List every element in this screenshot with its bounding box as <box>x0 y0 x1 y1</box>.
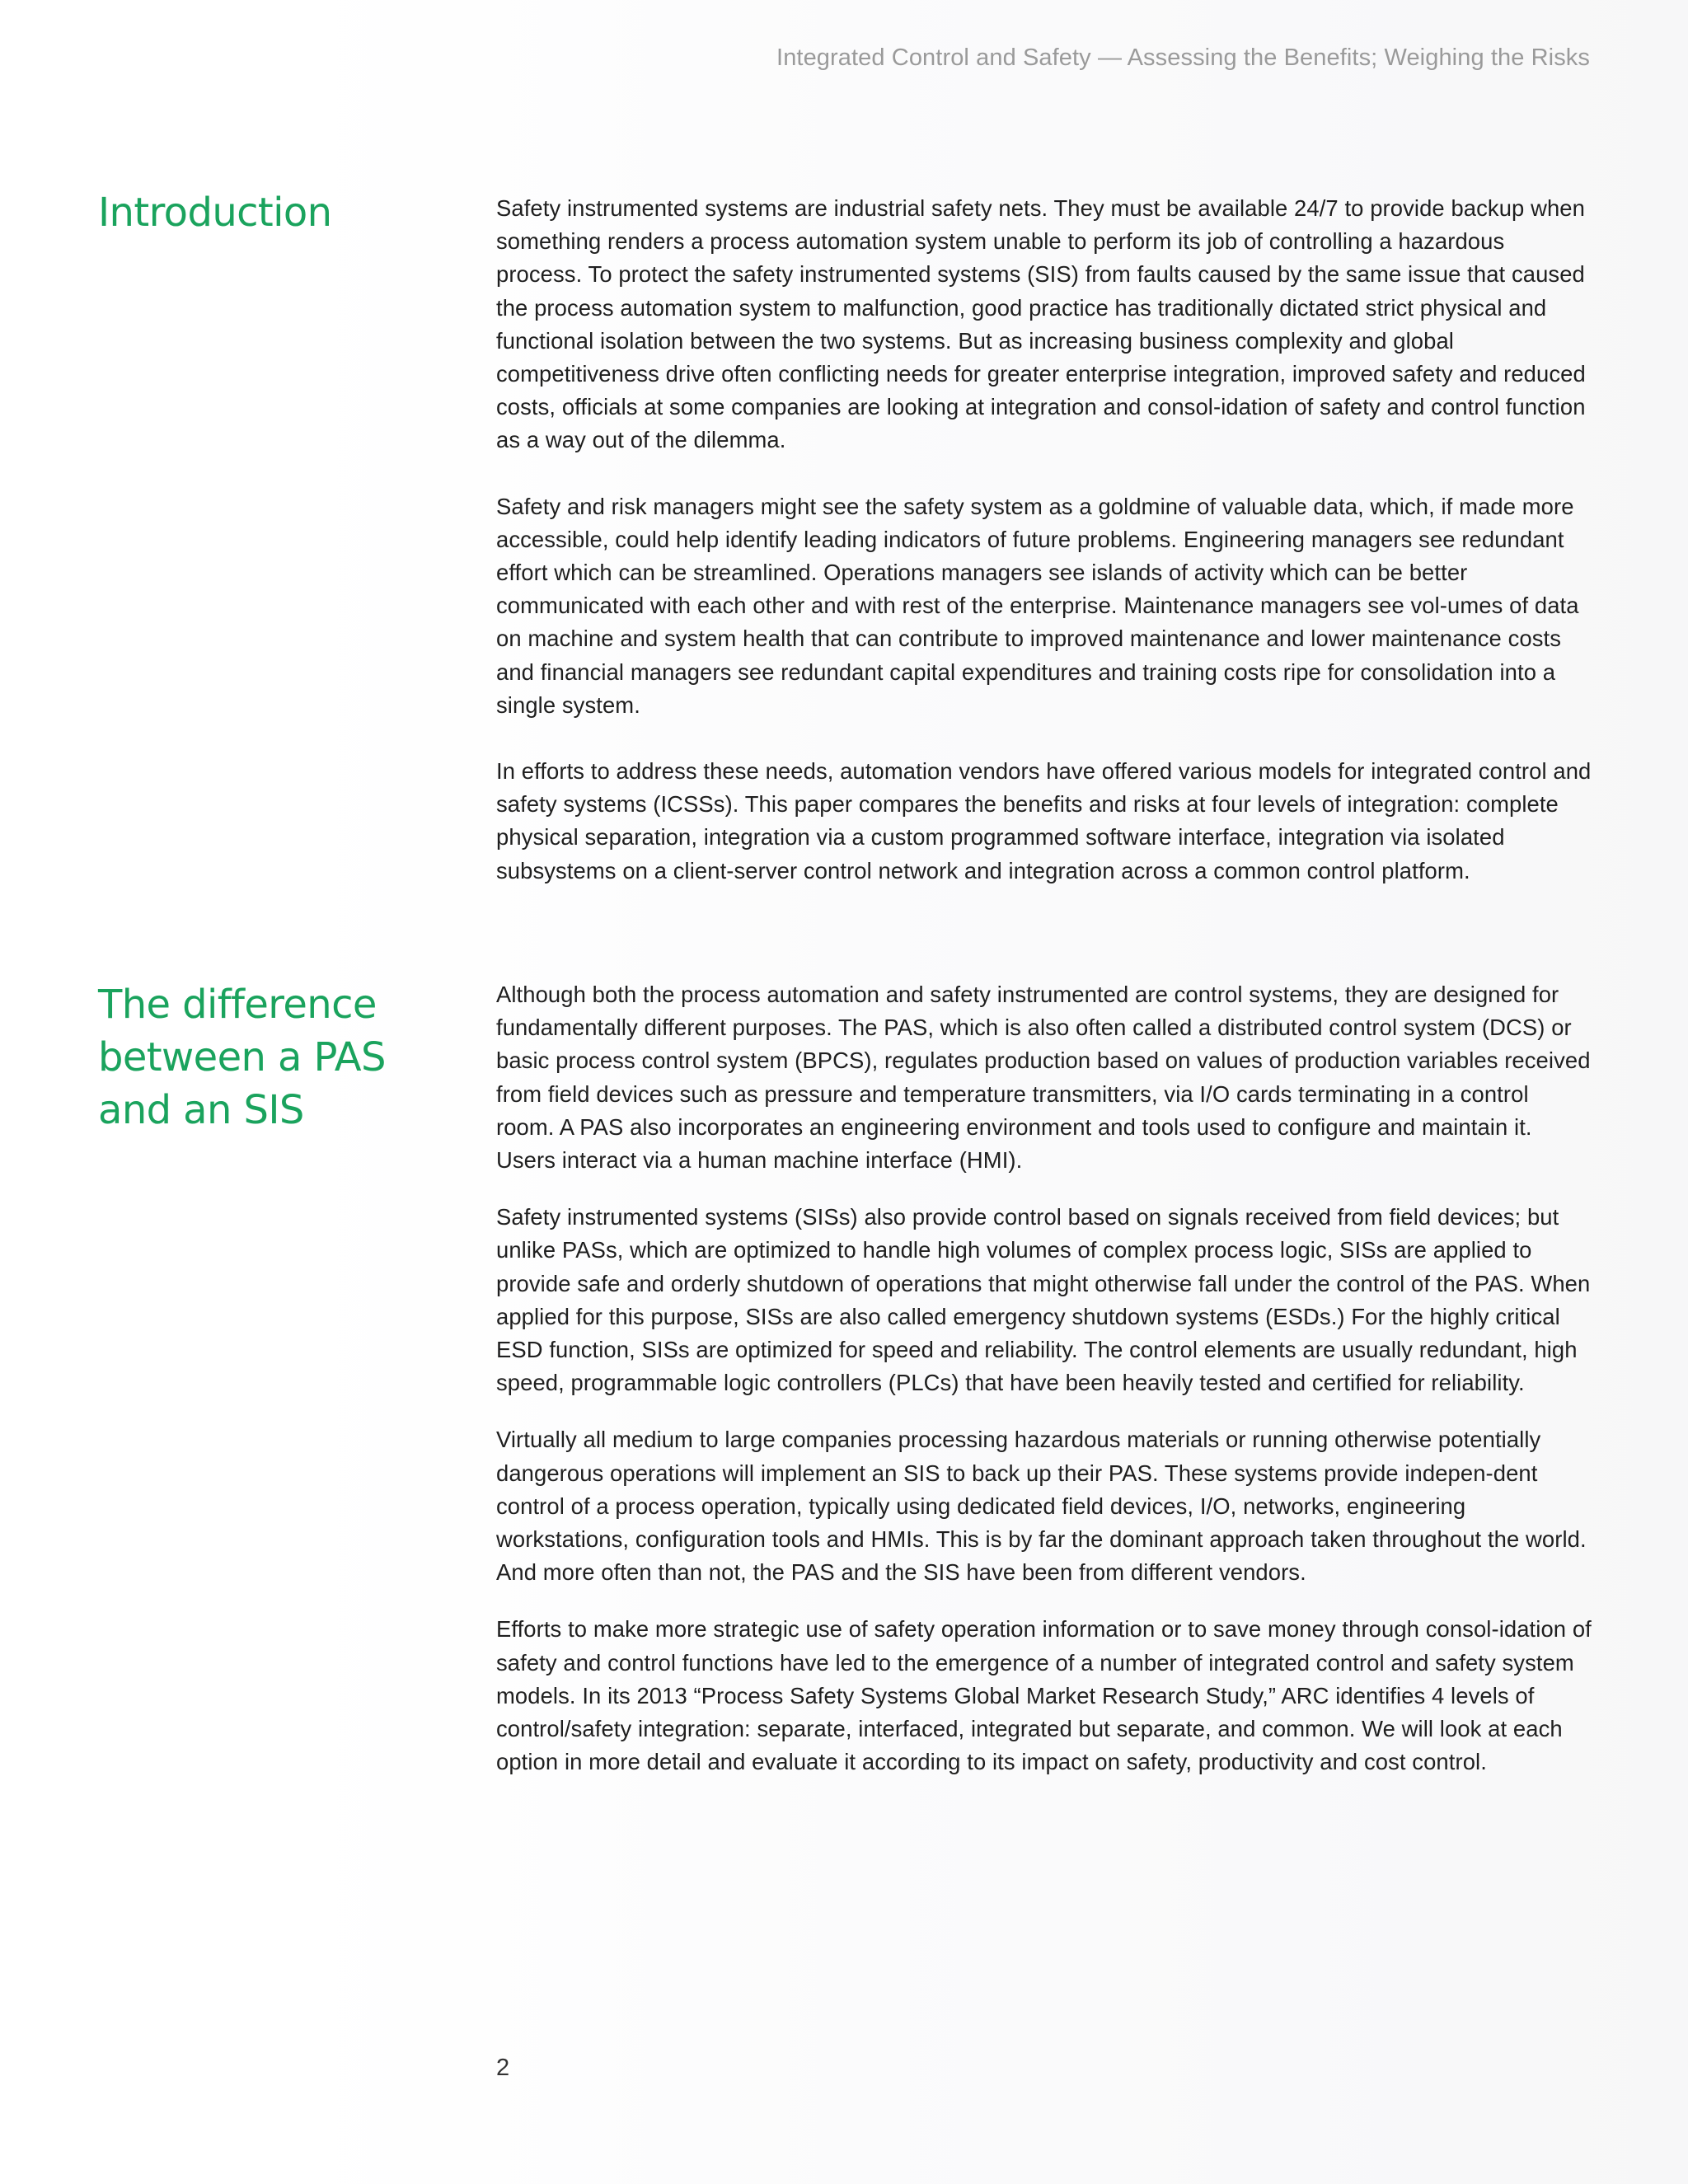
running-header: Integrated Control and Safety — Assessing the Benefits; Weighing the Risks <box>776 45 1590 71</box>
paragraph: Safety and risk managers might see the safety system as a goldmine of valuable data, which, if made more accessible, could help identify leading indicators of future problems. Engineering managers see redundant effort which can be streamlined. Operations managers see islands of activity which can be better communicated with each other and with rest of the enterprise. Maintenance managers see vol-umes of data on machine and system health that can contribute to improved maintenance and lower maintenance costs and financial managers see redundant capital expenditures and training costs ripe for consolidation into a single system. <box>496 493 1579 718</box>
paragraph: Virtually all medium to large companies processing hazardous materials or running otherwise potentially dangerous operations will implement an SIS to back up their PAS. These systems provide indepen-dent control of a process operation, typically using dedicated field devices, I/O, networks, engineering workstations, configuration tools and HMIs. This is by far the dominant approach taken throughout the world. And more often than not, the PAS and the SIS have been from different vendors. <box>496 1427 1587 1586</box>
section-body-introduction <box>496 192 1592 888</box>
paragraph: Safety instrumented systems (SISs) also provide control based on signals received from field devices; but unlike PASs, which are optimized to handle high volumes of complex process logic, SISs are applied to provide safe and orderly shutdown of operations that might otherwise fall under the control of the PAS. When applied for this purpose, SISs are also called emergency shutdown systems (ESDs.) For the highly critical ESD function, SISs are optimized for speed and reliability. The control elements are usually redundant, high speed, programmable logic controllers (PLCs) that have been heavily tested and certified for reliability. <box>496 1204 1591 1396</box>
paragraph: Efforts to make more strategic use of safety operation information or to save money through consol-idation of safety and control functions have led to the emergence of a number of integrated control and safety system models. In its 2013 “Process Safety Systems Global Market Research Study,” ARC identifies 4 levels of control/safety integration: separate, interfaced, integrated but separate, and common. We will look at each option in more detail and evaluate it according to its impact on safety, productivity and cost control. <box>496 1616 1592 1775</box>
paragraph: In efforts to address these needs, automation vendors have offered various models for integrated control and safety systems (ICSSs). This paper compares the benefits and risks at four levels of integration: complete physical separation, integration via a custom programmed software interface, integration via isolated subsystems on a client-server control network and integration across a common control platform. <box>496 758 1592 883</box>
paragraph: Safety instrumented systems are industrial safety nets. They must be available 24/7 to provide backup when something renders a process automation system unable to perform its job of controlling a hazardous process. To protect the safety instrumented systems (SIS) from faults caused by the same issue that caused the process automation system to malfunction, good practice has traditionally dictated strict physical and functional isolation between the two systems. But as increasing business complexity and global competitiveness drive often conflicting needs for greater enterprise integration, improved safety and reduced costs, officials at some companies are looking at integration and consol-idation of safety and control function as a way out of the dilemma. <box>496 195 1586 453</box>
section-heading-pas-vs-sis: The difference between a PAS and an SIS <box>98 982 386 1133</box>
section-body-pas-vs-sis <box>496 978 1592 1779</box>
page-number: 2 <box>496 2055 510 2081</box>
section-heading-introduction: Introduction <box>98 190 332 236</box>
paragraph: Although both the process automation and safety instrumented are control systems, they are designed for fundamentally different purposes. The PAS, which is also often called a distributed control system (DCS) or basic process control system (BPCS), regulates production based on values of production variables received from field devices such as pressure and temperature transmitters, via I/O cards terminating in a control room. A PAS also incorporates an engineering environment and tools used to configure and maintain it. Users interact via a human machine interface (HMI). <box>496 982 1591 1174</box>
